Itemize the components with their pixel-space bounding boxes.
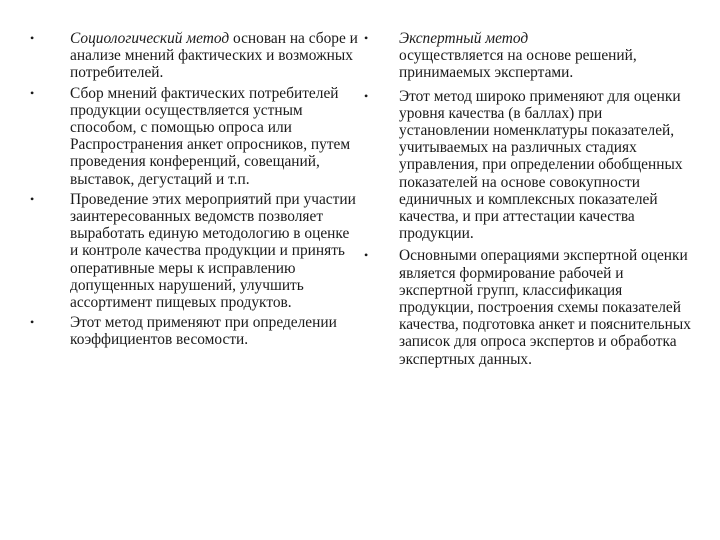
sociological-method-text: основан на сборе и анализе мнений фактических и возможных потребителей. bbox=[70, 30, 358, 82]
right-item-quality-assessment bbox=[362, 88, 692, 243]
weight-coefficients-text: Этот метод применяют при определении коэффициентов весомости. bbox=[70, 314, 337, 349]
left-item-events-conduct bbox=[28, 191, 358, 311]
bullet-icon: • bbox=[30, 31, 35, 45]
bullet-icon: • bbox=[30, 85, 35, 100]
left-item-sociological-method bbox=[28, 30, 358, 82]
events-conduct-text: Проведение этих мероприятий при участии заинтересованных ведомств позволяет выработать единую методологию в оценке и контроле качества продукции и принять оперативные меры к исправлению допущенных нарушений, улучшить ассортимент пищевых продуктов. bbox=[70, 190, 356, 312]
left-column bbox=[28, 30, 358, 351]
expert-method-term: Экспертный метод bbox=[399, 30, 529, 47]
bullet-icon: • bbox=[30, 315, 35, 330]
opinion-collection-text: Сбор мнений фактических потребителей продукции осуществляется устным способом, с помощью опроса или Распространения анкет опросников, путем проведения конференций, совещаний, выставок, дегустаций и т.п. bbox=[70, 84, 351, 188]
expert-method-text: осуществляется на основе решений, принимаемых экспертами. bbox=[399, 47, 637, 82]
bullet-icon: • bbox=[364, 31, 369, 45]
bullet-icon: • bbox=[30, 191, 35, 206]
right-column bbox=[362, 30, 692, 370]
main-operations-text: Основными операциями экспертной оценки является формирование рабочей и экспертной групп, классификация продукции, построения схемы показателей качества, подготовка анкет и пояснительных записок для опроса экспертов и обработка экспертных данных. bbox=[399, 247, 691, 368]
right-item-expert-method bbox=[362, 30, 692, 82]
quality-assessment-text: Этот метод широко применяют для оценки уровня качества (в баллах) при установлении номенклатуры показателей, учитываемых на различных стадиях управления, при определении обобщенных показателей на основе совокупности единичных и комплексных показателей качества, и при аттестации качества продукции. bbox=[399, 87, 683, 243]
bullet-icon: • bbox=[364, 248, 369, 263]
bullet-icon: • bbox=[364, 88, 369, 103]
left-item-opinion-collection bbox=[28, 85, 358, 188]
sociological-method-term: Социологический метод bbox=[70, 30, 230, 47]
right-item-main-operations bbox=[362, 247, 692, 367]
left-item-weight-coefficients bbox=[28, 314, 358, 348]
